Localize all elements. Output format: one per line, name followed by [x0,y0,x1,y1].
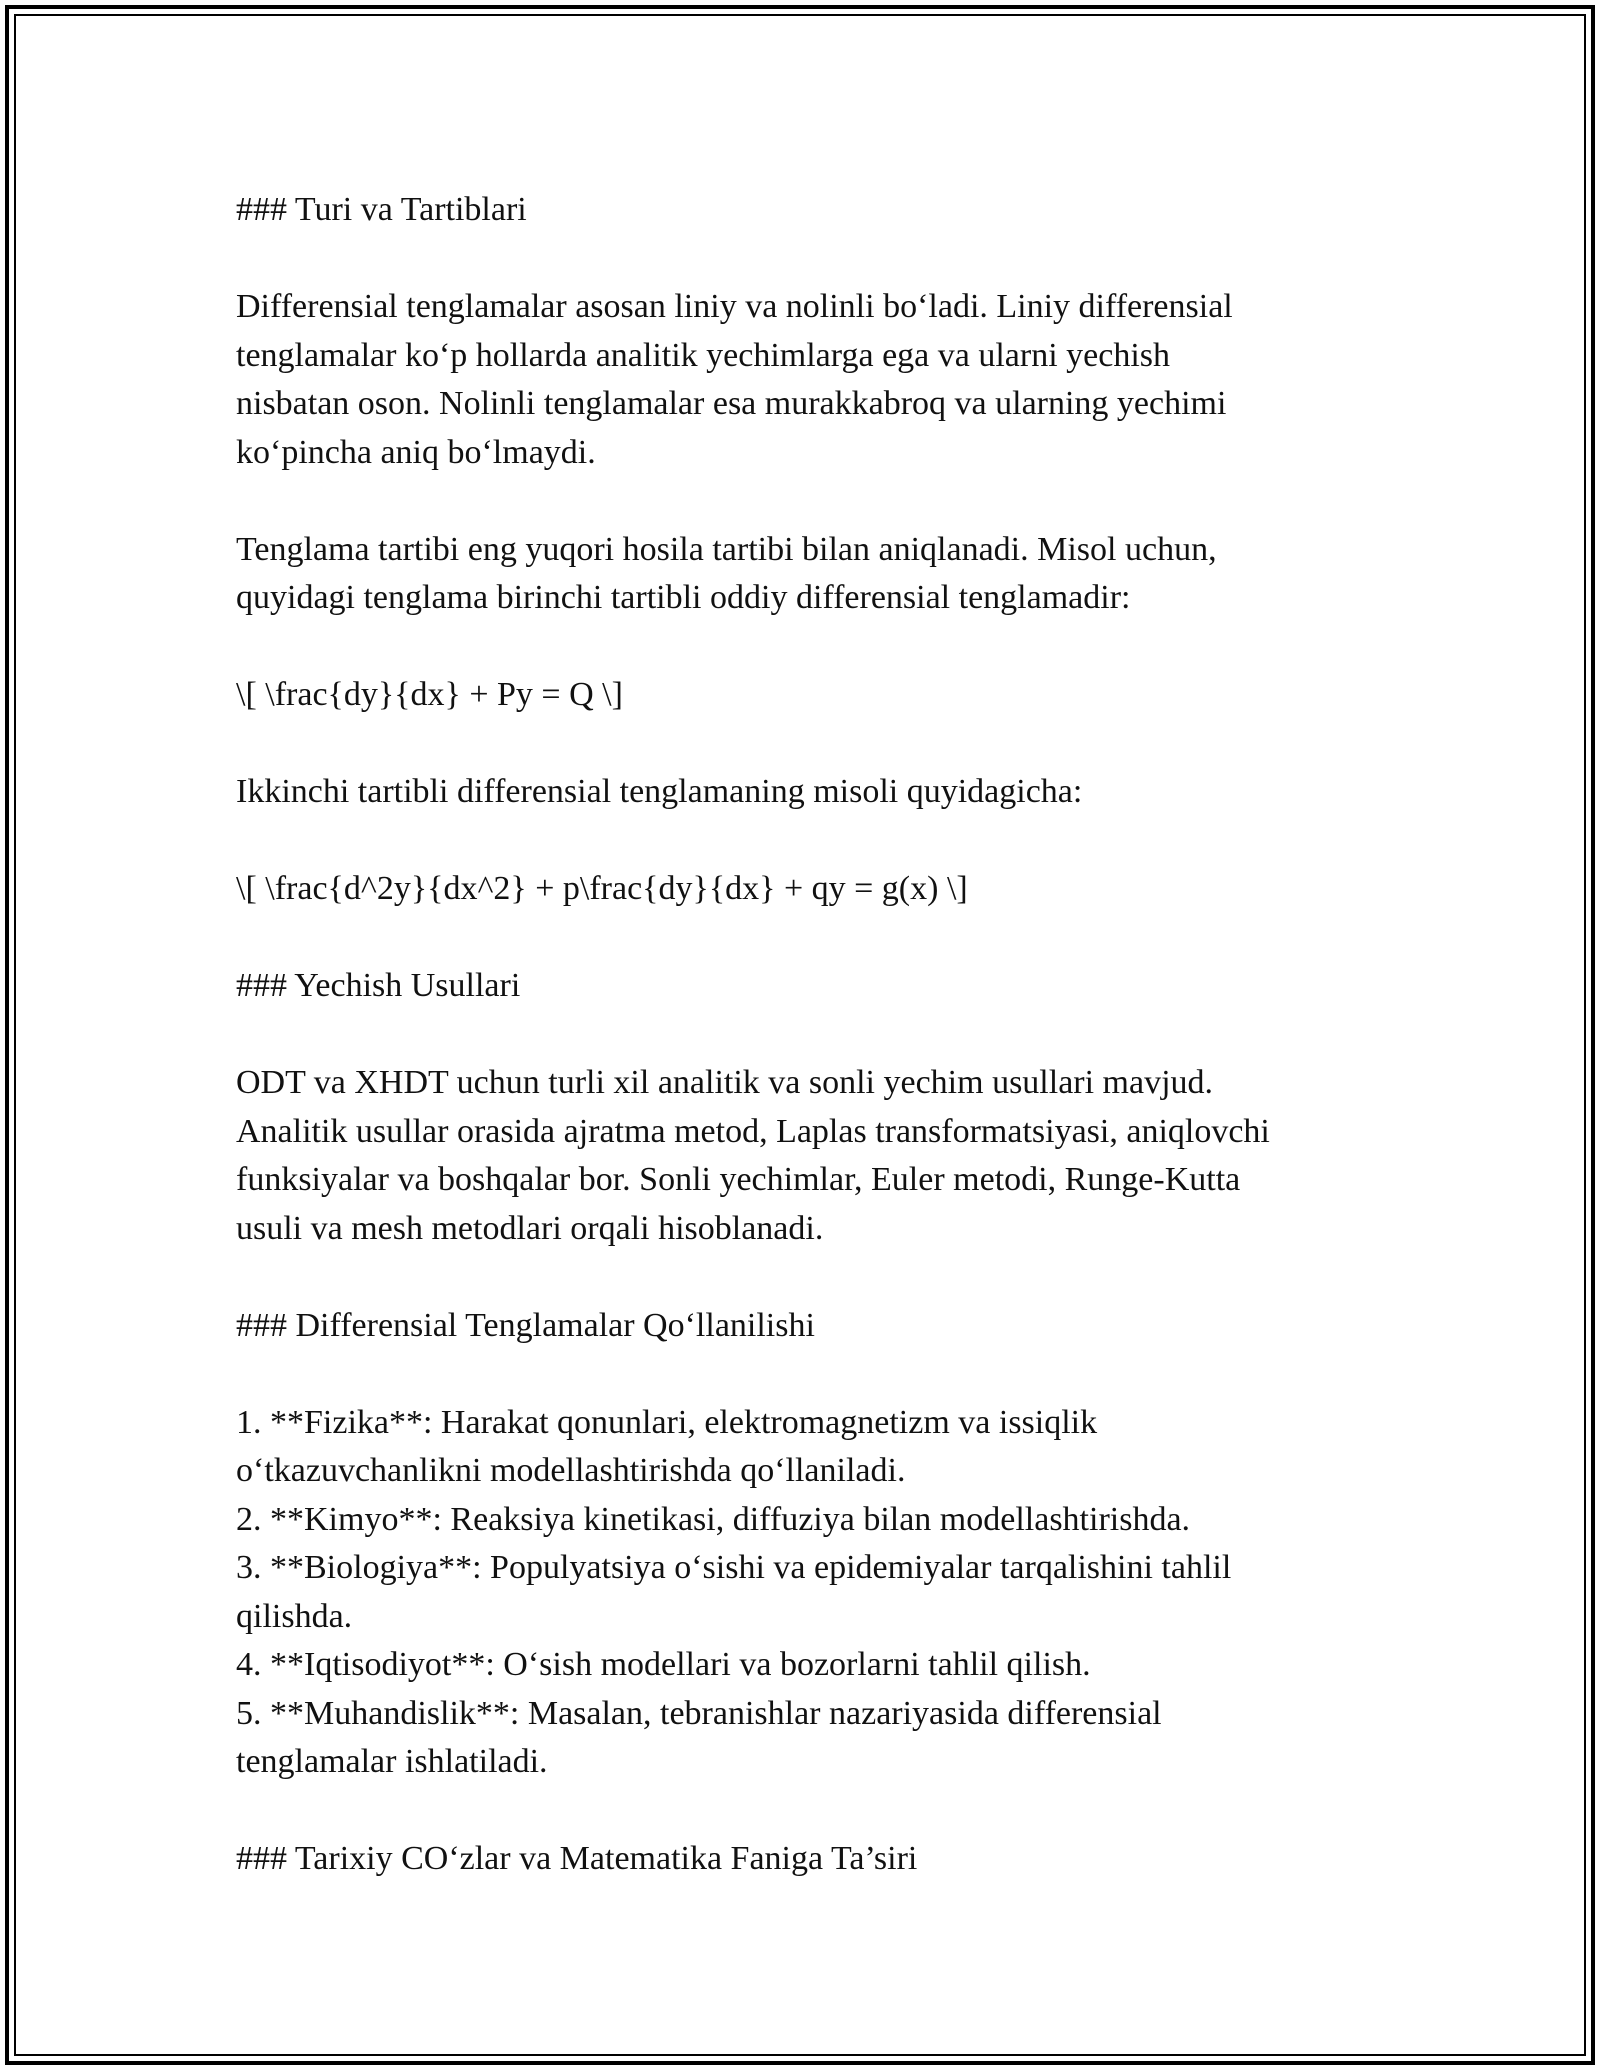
list-item-line: tenglamalar ishlatiladi. [236,1743,548,1780]
paragraph-line: tenglamalar ko‘p hollarda analitik yechimlarga ega va ularni yechish [236,336,1171,374]
paragraph-line: funksiyalar va boshqalar bor. Sonli yechimlar, Euler metodi, Runge-Kutta [236,1161,1241,1198]
heading-text: ### Turi va Tartiblari [236,191,527,228]
applications-list [236,1399,1366,1787]
section-heading-qollanilishi [236,1302,1366,1351]
formula-second-order [236,865,1366,914]
list-item-line: 3. **Biologiya**: Populyatsiya o‘sishi va epidemiyalar tarqalishini tahlil [236,1549,1232,1586]
list-item-line: 5. **Muhandislik**: Masalan, tebranishlar nazariyasida differensial [236,1694,1162,1732]
paragraph-line: quyidagi tenglama birinchi tartibli oddiy differensial tenglamadir: [236,579,1131,616]
paragraph-line: nisbatan oson. Nolinli tenglamalar esa murakkabroq va ularning yechimi [236,385,1227,422]
paragraph-line: ko‘pincha aniq bo‘lmaydi. [236,433,596,471]
paragraph-line: Differensial tenglamalar asosan liniy va nolinli bo‘ladi. Liniy differensial [236,288,1233,325]
formula-text: \[ \frac{dy}{dx} + Py = Q \] [236,676,623,713]
document-body [236,186,1366,1884]
paragraph-second-order-intro [236,768,1366,817]
formula-text: \[ \frac{d^2y}{dx^2} + p\frac{dy}{dx} + qy = g(x) \] [236,870,968,907]
list-item-line: qilishda. [236,1597,353,1635]
section-heading-yechish [236,962,1366,1011]
heading-text: ### Differensial Tenglamalar Qo‘llanilishi [236,1306,815,1344]
paragraph-line: Tenglama tartibi eng yuqori hosila tartibi bilan aniqlanadi. Misol uchun, [236,530,1217,568]
list-item-line: 4. **Iqtisodiyot**: O‘sish modellari va bozorlarni tahlil qilish. [236,1646,1091,1683]
section-heading-turi [236,186,1366,235]
heading-text: ### Tarixiy CO‘zlar va Matematika Faniga Ta’siri [236,1840,918,1877]
list-item-line: 1. **Fizika**: Harakat qonunlari, elektromagnetizm va issiqlik [236,1403,1098,1441]
list-item-line: 2. **Kimyo**: Reaksiya kinetikasi, diffuziya bilan modellashtirishda. [236,1500,1191,1538]
list-item-line: o‘tkazuvchanlikni modellashtirishda qo‘llaniladi. [236,1452,906,1489]
paragraph-linear-nonlinear [236,283,1366,477]
paragraph-line: Analitik usullar orasida ajratma metod, Laplas transformatsiyasi, aniqlovchi [236,1112,1270,1150]
paragraph-line: ODT va XHDT uchun turli xil analitik va sonli yechim usullari mavjud. [236,1064,1214,1101]
paragraph-line: usuli va mesh metodlari orqali hisoblanadi. [236,1209,824,1247]
formula-first-order [236,671,1366,720]
section-heading-tarixiy [236,1835,1366,1884]
heading-text: ### Yechish Usullari [236,967,521,1004]
paragraph-line: Ikkinchi tartibli differensial tenglamaning misoli quyidagicha: [236,773,1083,810]
paragraph-order [236,526,1366,623]
paragraph-methods [236,1059,1366,1253]
